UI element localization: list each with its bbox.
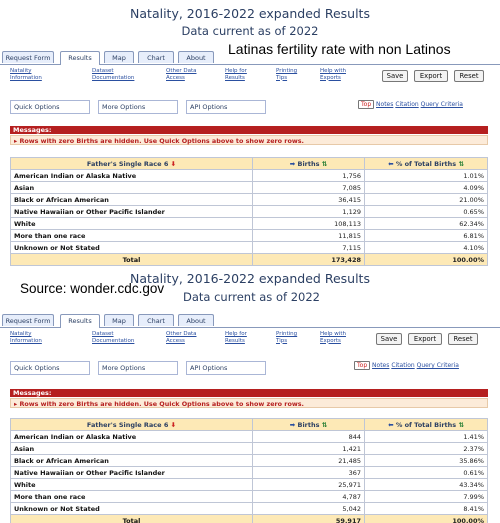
row-label: White [11,218,253,230]
percent-value: 2.37% [365,443,488,455]
tab-map[interactable]: Map [104,51,134,63]
percent-value: 8.41% [365,503,488,515]
row-label: White [11,479,253,491]
column-header-percent-label: % of Total Births [395,159,457,168]
link-dataset-documentation[interactable]: Dataset Documentation [92,68,135,81]
table-row [11,479,488,491]
tab-request-form[interactable]: Request Form [2,51,54,63]
toolbar-links [0,68,500,88]
table-row [11,455,488,467]
table-row [11,503,488,515]
row-label: More than one race [11,230,253,242]
table-header-row [11,158,488,170]
link-help-with-exports[interactable]: Help with Exports [320,331,346,344]
tab-about[interactable]: About [178,314,214,326]
table-row [11,431,488,443]
page-subtitle-text: Data current as of 2022 [183,290,320,304]
total-births: 59,917 [253,515,365,523]
link-natality-information[interactable]: Natality Information [10,68,42,81]
row-label: American Indian or Alaska Native [11,431,253,443]
total-row [11,515,488,523]
percent-value: 1.41% [365,431,488,443]
table-row [11,467,488,479]
tab-map[interactable]: Map [104,314,134,326]
arrow-left-icon: ⬅ [388,159,394,168]
column-header-births[interactable] [253,419,365,431]
column-header-births-label: Births [297,159,320,168]
link-printing-tips[interactable]: Printing Tips [276,331,298,344]
export-button[interactable]: Export [408,333,442,345]
tab-results[interactable]: Results [60,51,100,65]
births-value: 844 [253,431,365,443]
row-label: Unknown or Not Stated [11,242,253,254]
arrow-left-icon: ⬅ [388,420,394,429]
quick-options-button[interactable]: Quick Options [10,361,90,375]
births-value: 11,815 [253,230,365,242]
total-percent: 100.00% [365,254,488,266]
toolbar-links [0,331,500,351]
message-body: Rows with zero Births are hidden. Use Quick Options above to show zero rows. [19,400,304,408]
column-header-percent[interactable] [365,419,488,431]
births-value: 4,787 [253,491,365,503]
overlay-caption: Latinas fertility rate with non Latinos [228,41,451,57]
sort-updown-icon[interactable]: ⇅ [458,420,464,429]
results-table [10,418,488,523]
births-value: 1,756 [253,170,365,182]
births-value: 5,042 [253,503,365,515]
tab-bar [0,50,500,65]
export-button[interactable]: Export [414,70,448,82]
births-value: 21,485 [253,455,365,467]
tab-bar [0,313,500,328]
link-other-data-access[interactable]: Other Data Access [166,331,197,344]
right-links [354,362,459,369]
percent-value: 43.34% [365,479,488,491]
row-label: American Indian or Alaska Native [11,170,253,182]
top-button[interactable]: Top [358,100,374,109]
link-help-for-results[interactable]: Help for Results [225,68,247,81]
message-text: ▸ Rows with zero Births are hidden. Use Quick Options above to show zero rows. [10,135,488,145]
percent-value: 0.61% [365,467,488,479]
api-options-button[interactable]: API Options [186,361,266,375]
save-button[interactable]: Save [376,333,402,345]
births-value: 36,415 [253,194,365,206]
more-options-button[interactable]: More Options [98,100,178,114]
table-row [11,230,488,242]
births-value: 367 [253,467,365,479]
right-links [358,101,463,108]
top-button[interactable]: Top [354,361,370,370]
row-label: More than one race [11,491,253,503]
results-table [10,157,488,266]
table-row [11,194,488,206]
percent-value: 1.01% [365,170,488,182]
row-label: Black or African American [11,194,253,206]
table-row [11,218,488,230]
sort-down-icon[interactable]: ⬇ [170,159,177,168]
percent-value: 6.81% [365,230,488,242]
sort-down-icon[interactable]: ⬇ [170,420,177,429]
column-header-race-label: Father's Single Race 6 [86,159,169,168]
link-other-data-access[interactable]: Other Data Access [166,68,197,81]
quick-options-button[interactable]: Quick Options [10,100,90,114]
column-header-race[interactable] [11,419,253,431]
link-help-with-exports[interactable]: Help with Exports [320,68,346,81]
message-text: ▸ Rows with zero Births are hidden. Use Quick Options above to show zero rows. [10,398,488,408]
tab-results[interactable]: Results [60,314,100,328]
table-row [11,206,488,218]
row-label: Asian [11,182,253,194]
column-header-percent[interactable] [365,158,488,170]
births-value: 1,129 [253,206,365,218]
query-criteria-link[interactable]: Query Criteria [420,101,463,108]
table-row [11,443,488,455]
births-value: 108,113 [253,218,365,230]
notes-link[interactable]: Notes [376,101,394,108]
citation-link[interactable]: Citation [395,101,419,108]
table-row [11,182,488,194]
reset-button[interactable]: Reset [448,333,478,345]
messages-header: Messages: [10,389,488,397]
table-header-row [11,419,488,431]
total-row [11,254,488,266]
percent-value: 21.00% [365,194,488,206]
births-value: 7,085 [253,182,365,194]
messages-header: Messages: [10,126,488,134]
table-row [11,170,488,182]
column-header-race-label: Father's Single Race 6 [86,420,169,429]
api-options-button[interactable]: API Options [186,100,266,114]
results-panel-2 [0,266,500,523]
row-label: Black or African American [11,455,253,467]
citation-link[interactable]: Citation [391,362,415,369]
column-header-percent-label: % of Total Births [395,420,457,429]
row-label: Unknown or Not Stated [11,503,253,515]
table-row [11,242,488,254]
percent-value: 35.86% [365,455,488,467]
save-button[interactable]: Save [382,70,408,82]
sort-updown-icon[interactable]: ⇅ [321,420,328,429]
table-row [11,491,488,503]
reset-button[interactable]: Reset [454,70,484,82]
sort-updown-icon[interactable]: ⇅ [458,159,464,168]
total-percent: 100.00% [365,515,488,523]
tab-chart[interactable]: Chart [138,314,174,326]
percent-value: 7.99% [365,491,488,503]
percent-value: 4.10% [365,242,488,254]
column-header-race[interactable] [11,158,253,170]
column-header-births[interactable] [253,158,365,170]
page-subtitle: Data current as of 2022 [181,24,319,38]
notes-link[interactable]: Notes [372,362,390,369]
row-label: Native Hawaiian or Other Pacific Islander [11,206,253,218]
row-label: Asian [11,443,253,455]
total-label: Total [11,515,253,523]
more-options-button[interactable]: More Options [98,361,178,375]
percent-value: 4.09% [365,182,488,194]
row-label: Native Hawaiian or Other Pacific Islander [11,467,253,479]
percent-value: 62.34% [365,218,488,230]
overlay-caption: Source: wonder.cdc.gov [20,281,165,296]
total-label: Total [11,254,253,266]
column-header-births-label: Births [297,420,320,429]
births-value: 25,971 [253,479,365,491]
tab-chart[interactable]: Chart [138,51,174,63]
link-natality-information[interactable]: Natality Information [10,331,42,344]
total-births: 173,428 [253,254,365,266]
tab-request-form[interactable]: Request Form [2,314,54,326]
link-dataset-documentation[interactable]: Dataset Documentation [92,331,135,344]
arrow-right-icon: ➡ [289,420,296,429]
births-value: 7,115 [253,242,365,254]
page-title: Natality, 2016-2022 expanded Results [130,6,370,21]
births-value: 1,421 [253,443,365,455]
page-title: Natality, 2016-2022 expanded Results [130,271,370,286]
message-body: Rows with zero Births are hidden. Use Quick Options above to show zero rows. [19,137,304,145]
percent-value: 0.65% [365,206,488,218]
query-criteria-link[interactable]: Query Criteria [416,362,459,369]
sort-updown-icon[interactable]: ⇅ [321,159,328,168]
arrow-right-icon: ➡ [289,159,296,168]
tab-about[interactable]: About [178,51,214,63]
link-help-for-results[interactable]: Help for Results [225,331,247,344]
link-printing-tips[interactable]: Printing Tips [276,68,298,81]
